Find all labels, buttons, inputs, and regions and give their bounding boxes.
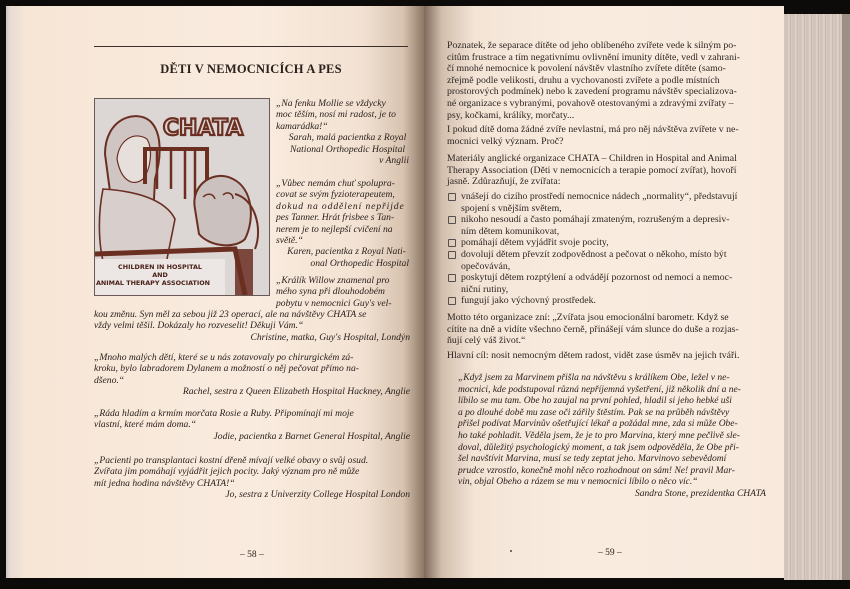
quote-christine-cont <box>94 309 410 343</box>
bullet-item <box>447 249 767 272</box>
text-line: psy, kočkami, králíky, morčaty... <box>447 109 575 121</box>
quote-line: „Vůbec nemám chuť spolupra- <box>276 178 395 189</box>
quote-attribution: Jo, sestra z Univerzity College Hospital London <box>225 489 410 501</box>
text-line: niční rutiny, <box>461 283 509 295</box>
quote-jodie <box>94 408 410 442</box>
checkbox-bullet-icon <box>448 297 456 305</box>
checkbox-bullet-icon <box>448 251 456 259</box>
quote-attribution: Rachel, sestra z Queen Elizabeth Hospital Hackney, Anglie <box>182 386 410 398</box>
text-line: zřejmě podle velikosti, druhu a vychovanosti zvířete a podle místních <box>447 74 720 86</box>
bullet-item <box>447 214 767 237</box>
quote-line: nerem je to nejlepší cvičení na <box>276 223 393 235</box>
text-line: nikoho nesoudí a často pomáhají zmateným, rozrušeným a depresiv- <box>461 214 730 226</box>
quote-attribution: Karen, pacientka z Royal Nati- <box>287 246 406 258</box>
quote-line: „Na fenku Mollie se vždycky <box>276 98 386 109</box>
quote-attribution: onal Orthopedic Hospital <box>310 257 409 269</box>
quote-line: „Mnoho malých dětí, které se u nás zotavovaly po chirurgickém zá- <box>94 352 354 363</box>
text-line: Hlavní cíl: nosit nemocným dětem radost, vidět zase úsměv na jejich tváři. <box>447 350 740 361</box>
illustration-caption-line-2: AND <box>152 271 168 279</box>
quote-line: mocnici, kde podstupoval různá nepříjemná vyšetření, již několik dní a ne- <box>458 384 741 395</box>
motto-paragraph <box>447 312 767 347</box>
text-line: mocnici velký význam. Proč? <box>447 135 564 147</box>
chapter-title: DĚTI V NEMOCNICÍCH A PES <box>160 62 342 76</box>
goal-paragraph <box>447 350 767 362</box>
text-line: fungují jako výchovný prostředek. <box>461 295 596 307</box>
quote-line: covat se svým fyzioterapeutem, <box>276 189 395 201</box>
text-line: cítíte na dně a vidíte všechno černě, přinášejí vám slunce do duše a rozjas- <box>447 323 739 335</box>
quote-line: prudce vzrostlo, konečně mohl něco rozhodnout on sám! Ne! pravil Mar- <box>458 465 735 476</box>
text-line: opečováván, <box>461 260 511 272</box>
text-line: čí mnohé nemocnice k povolení návštěv vlastního zvířete dítěte (samo- <box>447 63 726 75</box>
bullet-item <box>447 272 767 295</box>
quote-line: kamarádka!“ <box>276 120 328 132</box>
text-line: Materiály anglické organizace CHATA – Children in Hospital and Animal <box>447 153 737 164</box>
header-rule <box>94 46 408 47</box>
quote-line: líbilo se mu tam. Obe ho zaujal na první pohled, hladil si jeho hebké uši <box>458 396 732 407</box>
text-line: ňují celý váš život.“ <box>447 335 526 347</box>
text-line: spojení s vnějším světem, <box>461 202 562 214</box>
quote-line: světě.“ <box>276 235 303 247</box>
paragraph-1 <box>447 40 767 121</box>
quote-christine <box>276 275 409 309</box>
quote-line: moc těším, nosí mi radost, je to <box>276 109 396 121</box>
book-cover-edge <box>842 14 850 580</box>
quote-line: mého syna při dlouhodobém <box>276 286 385 298</box>
quote-line: šel navštívit Marvina, musí se tedy zeptat jeho. Marvinovo sebevědomí <box>458 454 727 465</box>
page-number-left: – 58 – <box>240 550 264 560</box>
quote-line: ho také pohladit. Věděla jsem, že je to pro Marvina, který mne pečlivě sle- <box>458 430 740 441</box>
quote-line: přišel podívat Marvinův ošetřující lékař a požádal mne, zda si může Obe- <box>458 419 738 430</box>
quote-line: pes Tanner. Hrát frisbee s Tan- <box>276 212 395 224</box>
text-line: Motto této organizace zní: „Zvířata jsou emocionální barometr. Když se <box>447 312 729 323</box>
quote-attribution: v Anglii <box>379 155 409 167</box>
quote-line: dšeno.“ <box>94 374 125 386</box>
quote-line: doval, důležitý psychologický moment, a tak jsem odpověděla, že Obe při- <box>458 442 739 453</box>
text-line: ním dětem komunikovat, <box>461 225 560 237</box>
quote-attribution: Sandra Stone, prezidentka CHATA <box>634 488 766 499</box>
quote-jo <box>94 455 410 501</box>
text-line: prostorových podmínek) nebo k zavedení programu návštěv specializova- <box>447 86 737 98</box>
quote-line: dokud na oddělení nepřijde <box>276 200 405 212</box>
quote-line: mít jedna hodina návštěvy CHATA!“ <box>94 477 235 489</box>
illustration-caption-line-1: CHILDREN IN HOSPITAL <box>118 263 202 271</box>
checkbox-bullet-icon <box>448 239 456 247</box>
chata-illustration <box>94 98 270 296</box>
quote-line: „Ráda hladím a krmím morčata Rosie a Ruby. Připomínají mi moje <box>94 408 354 419</box>
quote-attribution: Christine, matka, Guy's Hospital, Londýn <box>250 331 410 343</box>
quote-line: „Pacienti po transplantaci kostní dřeně mívají velké obavy o svůj osud. <box>94 455 369 466</box>
text-line: pomáhají dětem vyjádřit svoje pocity, <box>461 237 609 249</box>
text-line: citům frustrace a tím negativnímu ovlivnění imunity dítěte, vedl v zahrani- <box>447 51 741 63</box>
quote-karen <box>276 178 409 269</box>
text-line: jasně. Zdůrazňují, že zvířata: <box>447 176 561 188</box>
illustration-caption-line-3: ANIMAL THERAPY ASSOCIATION <box>95 279 211 287</box>
quote-line: „Králík Willow znamenal pro <box>276 275 390 286</box>
quote-sandra-stone <box>458 373 766 501</box>
quote-sarah <box>276 98 409 166</box>
bullet-list <box>447 191 767 307</box>
quote-line: vždy velmi těšil. Dokázaly ho rozveselit! Děkuji Vám.“ <box>94 320 304 332</box>
bullet-item <box>447 237 767 249</box>
text-line: Poznatek, že separace dítěte od jeho oblíbeného zvířete vede k silným po- <box>447 40 737 51</box>
bullet-item <box>447 191 767 214</box>
quote-line: vin, objal Obeho a rázem se mu v nemocnici líbilo o něco víc.“ <box>458 477 698 488</box>
text-line: Therapy Association (Děti v nemocnicích a terapie pomocí zvířat), hovoří <box>447 164 737 176</box>
paragraph-2 <box>447 124 767 147</box>
text-line: poskytují dětem rozptýlení a odvádějí pozornost od nemoci a nemoc- <box>461 272 733 284</box>
paragraph-3 <box>447 153 767 188</box>
quote-line: kou změnu. Syn měl za sebou již 23 operací, ale na návštěvy CHATA se <box>94 309 367 320</box>
print-speck <box>510 550 512 552</box>
quote-line: vlastní, které mám doma.“ <box>94 419 197 431</box>
illustration-sign-text: CHATA <box>162 116 244 141</box>
quote-line: Zvířata jim pomáhají vyjádřit jejich pocity. Jaký význam pro ně může <box>94 466 360 478</box>
quote-attribution: National Orthopedic Hospital <box>289 143 406 155</box>
quote-line: „Když jsem za Marvinem přišla na návštěvu s králíkem Obe, ležel v ne- <box>458 373 730 383</box>
quote-attribution: Jodie, pacientka z Barnet General Hospital, Anglie <box>213 430 410 442</box>
page-edges-stack <box>784 14 842 580</box>
text-line: né organizace s vybranými, povahově otestovanými a zdravými zvířaty – <box>447 97 734 109</box>
quote-line: kroku, bylo labradorem Dylanem a možností o něj pečovat přímo na- <box>94 363 359 375</box>
quote-rachel <box>94 352 410 398</box>
text-line: vnášejí do cizího prostředí nemocnice nádech „normality“, představují <box>461 191 738 202</box>
checkbox-bullet-icon <box>448 193 456 201</box>
quote-attribution: Sarah, malá pacientka z Royal <box>288 132 407 144</box>
quote-line: pobytu v nemocnici Guy's vel- <box>276 297 392 309</box>
bullet-item <box>447 295 767 307</box>
quote-line: a po dlouhé době mu zase oči zářily štěstím. Pak se na průběh návštěvy <box>458 407 730 418</box>
text-line: I pokud dítě doma žádné zvíře nevlastní, má pro něj návštěva zvířete v ne- <box>447 124 739 135</box>
page-number-right: – 59 – <box>598 548 622 558</box>
text-line: dovolují dětem převzít zodpovědnost a pečovat o někoho, místo být <box>461 248 727 260</box>
checkbox-bullet-icon <box>448 216 456 224</box>
checkbox-bullet-icon <box>448 274 456 282</box>
illustration-drawing <box>95 99 269 295</box>
